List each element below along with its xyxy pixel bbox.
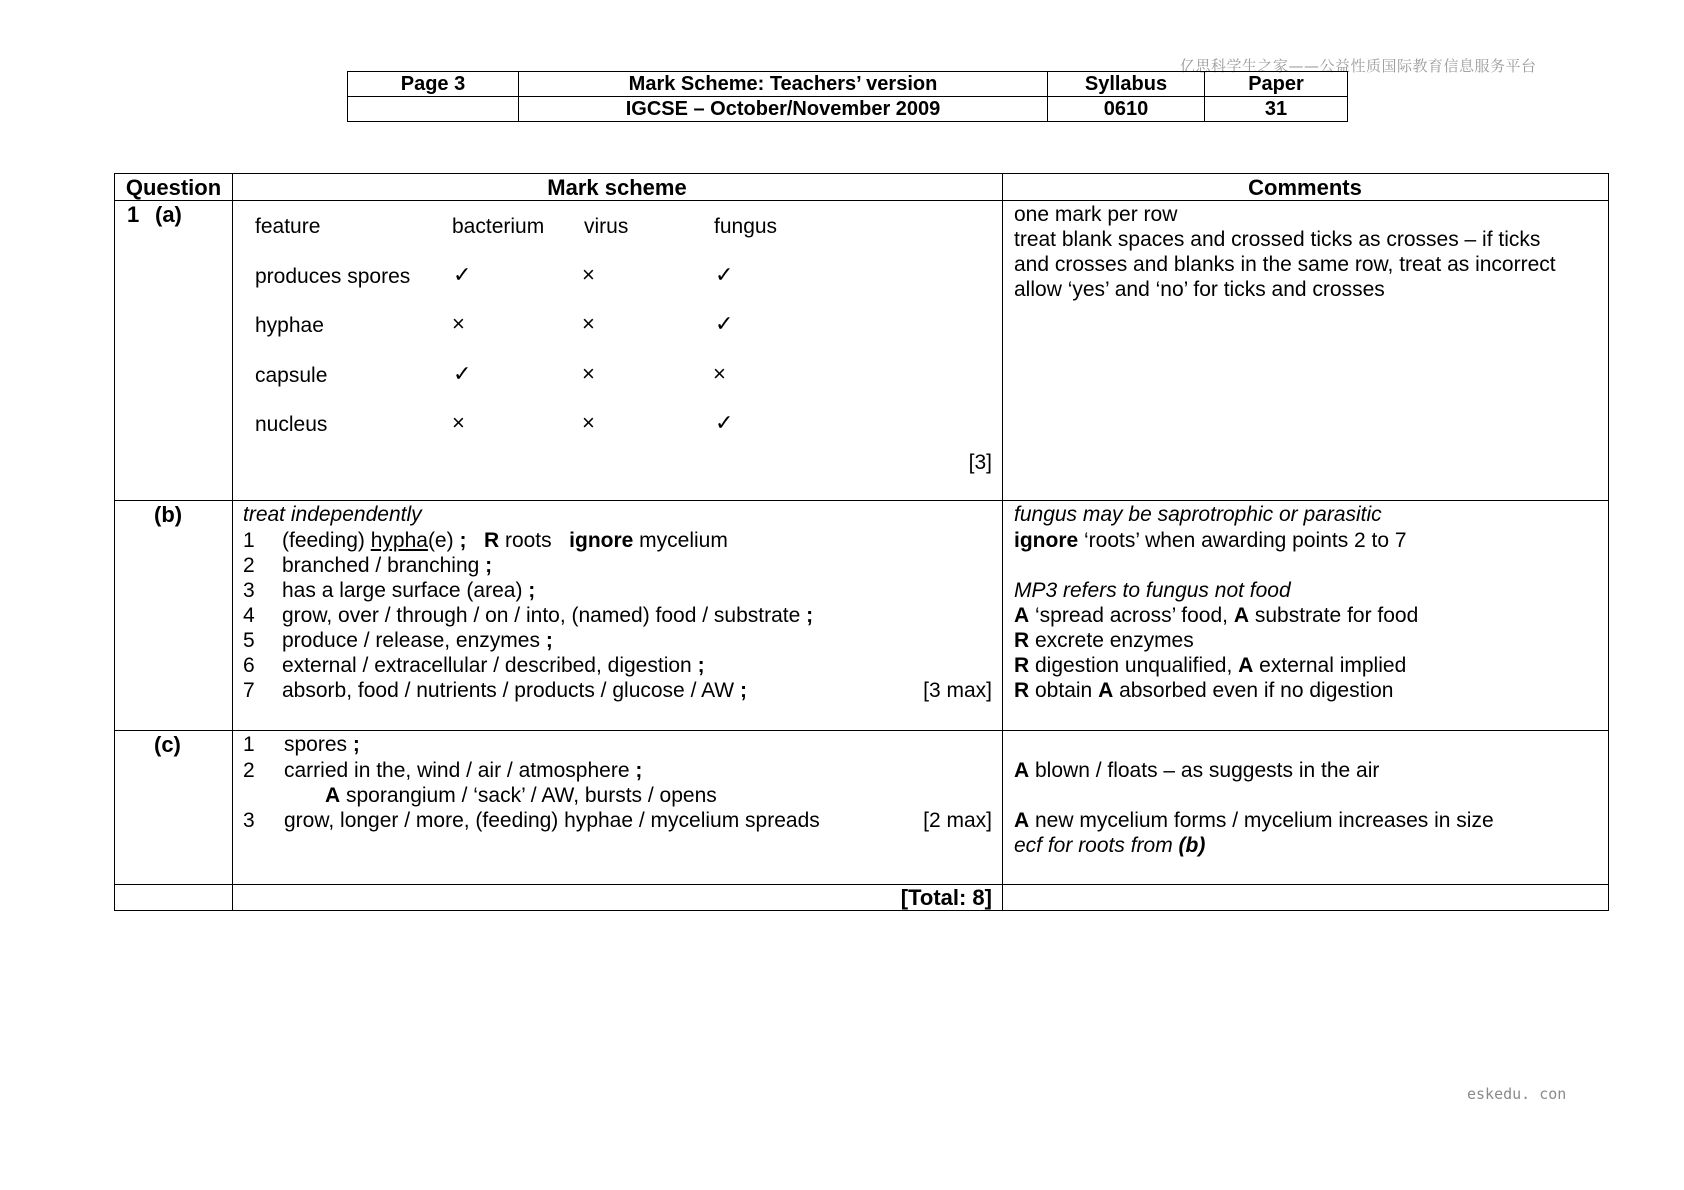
point-number: 3 <box>243 579 255 602</box>
cross-icon: × <box>582 361 595 386</box>
cross-icon: × <box>582 262 595 287</box>
col-virus: virus <box>584 215 629 238</box>
column-divider <box>1002 174 1003 910</box>
marks-a: [3] <box>968 451 992 474</box>
question-part-a: (a) <box>155 202 182 227</box>
col-feature: feature <box>255 215 321 238</box>
watermark-bottom: eskedu. con <box>1467 1085 1567 1103</box>
header-title: Mark Scheme: Teachers’ version <box>519 72 1048 97</box>
mark-scheme-table <box>114 173 1609 911</box>
marks-c: [2 max] <box>923 809 992 832</box>
comment-line: and crosses and blanks in the same row, treat as incorrect <box>1014 253 1556 276</box>
comment-line: allow ‘yes’ and ‘no’ for ticks and crosses <box>1014 278 1385 301</box>
cross-icon: × <box>452 410 465 435</box>
header-table <box>347 71 1348 122</box>
cross-icon: × <box>452 311 465 336</box>
comment-line: ecf for roots from (b) <box>1014 834 1206 857</box>
point-number: 2 <box>243 554 255 577</box>
row-divider <box>115 500 1608 501</box>
row-divider <box>115 884 1608 885</box>
point-text: has a large surface (area) ; <box>282 579 536 602</box>
header-blank <box>348 97 519 122</box>
comments-heading: Comments <box>1248 175 1362 200</box>
row-divider <box>115 200 1608 201</box>
point-number: 3 <box>243 809 255 832</box>
feature-label: hyphae <box>255 314 324 337</box>
column-divider <box>232 174 233 910</box>
comment-line: MP3 refers to fungus not food <box>1014 579 1291 602</box>
point-number: 5 <box>243 629 255 652</box>
point-number: 4 <box>243 604 255 627</box>
feature-label: nucleus <box>255 413 328 436</box>
tick-icon: ✓ <box>715 410 734 435</box>
intro-text: treat independently <box>243 503 422 526</box>
question-number: 1 <box>127 202 140 227</box>
feature-label: capsule <box>255 364 328 387</box>
tick-icon: ✓ <box>715 311 734 336</box>
mark-scheme-heading: Mark scheme <box>547 175 687 200</box>
point-number: 2 <box>243 759 255 782</box>
tick-icon: ✓ <box>715 262 734 287</box>
comment-line: treat blank spaces and crossed ticks as crosses – if ticks <box>1014 228 1541 251</box>
comment-line: R obtain A absorbed even if no digestion <box>1014 679 1394 702</box>
comment-line: R excrete enzymes <box>1014 629 1194 652</box>
point-number: 7 <box>243 679 255 702</box>
cross-icon: × <box>582 311 595 336</box>
point-text: (feeding) hypha(e) ; R roots ignore mycelium <box>282 529 728 552</box>
row-divider <box>115 730 1608 731</box>
point-number: 6 <box>243 654 255 677</box>
comment-line: R digestion unqualified, A external implied <box>1014 654 1407 677</box>
comment-line: A ‘spread across’ food, A substrate for food <box>1014 604 1419 627</box>
point-number: 1 <box>243 529 255 552</box>
point-text: absorb, food / nutrients / products / glucose / AW ; <box>282 679 747 702</box>
point-text: external / extracellular / described, digestion ; <box>282 654 705 677</box>
paper-number: 31 <box>1205 97 1348 122</box>
question-heading: Question <box>125 175 222 200</box>
tick-icon: ✓ <box>453 361 472 386</box>
page-number: Page 3 <box>348 72 519 97</box>
syllabus-label: Syllabus <box>1048 72 1205 97</box>
col-bacterium: bacterium <box>452 215 545 238</box>
col-fungus: fungus <box>714 215 778 238</box>
watermark-top: 亿思科学生之家——公益性质国际教育信息服务平台 <box>1180 57 1537 75</box>
point-text: produce / release, enzymes ; <box>282 629 553 652</box>
syllabus-code: 0610 <box>1048 97 1205 122</box>
point-text: grow, over / through / on / into, (named) food / substrate ; <box>282 604 814 627</box>
question-part-b: (b) <box>154 502 183 527</box>
question-part-c: (c) <box>154 732 181 757</box>
comment-line: A new mycelium forms / mycelium increases in size <box>1014 809 1494 832</box>
point-text: carried in the, wind / air / atmosphere ; <box>284 759 643 782</box>
comment-line: fungus may be saprotrophic or parasitic <box>1014 503 1382 526</box>
feature-label: produces spores <box>255 265 411 288</box>
point-number: 1 <box>243 733 255 756</box>
point-text: A sporangium / ‘sack’ / AW, bursts / opens <box>325 784 717 807</box>
comment-line: one mark per row <box>1014 203 1178 226</box>
paper-label: Paper <box>1205 72 1348 97</box>
cross-icon: × <box>713 361 726 386</box>
point-text: spores ; <box>284 733 360 756</box>
cross-icon: × <box>582 410 595 435</box>
header-subtitle: IGCSE – October/November 2009 <box>519 97 1048 122</box>
tick-icon: ✓ <box>453 262 472 287</box>
marks-b: [3 max] <box>923 679 992 702</box>
point-text: branched / branching ; <box>282 554 493 577</box>
comment-line: ignore ‘roots’ when awarding points 2 to 7 <box>1014 529 1407 552</box>
point-text: grow, longer / more, (feeding) hyphae / mycelium spreads <box>284 809 820 832</box>
total-marks: [Total: 8] <box>900 885 992 910</box>
comment-line: A blown / floats – as suggests in the air <box>1014 759 1380 782</box>
